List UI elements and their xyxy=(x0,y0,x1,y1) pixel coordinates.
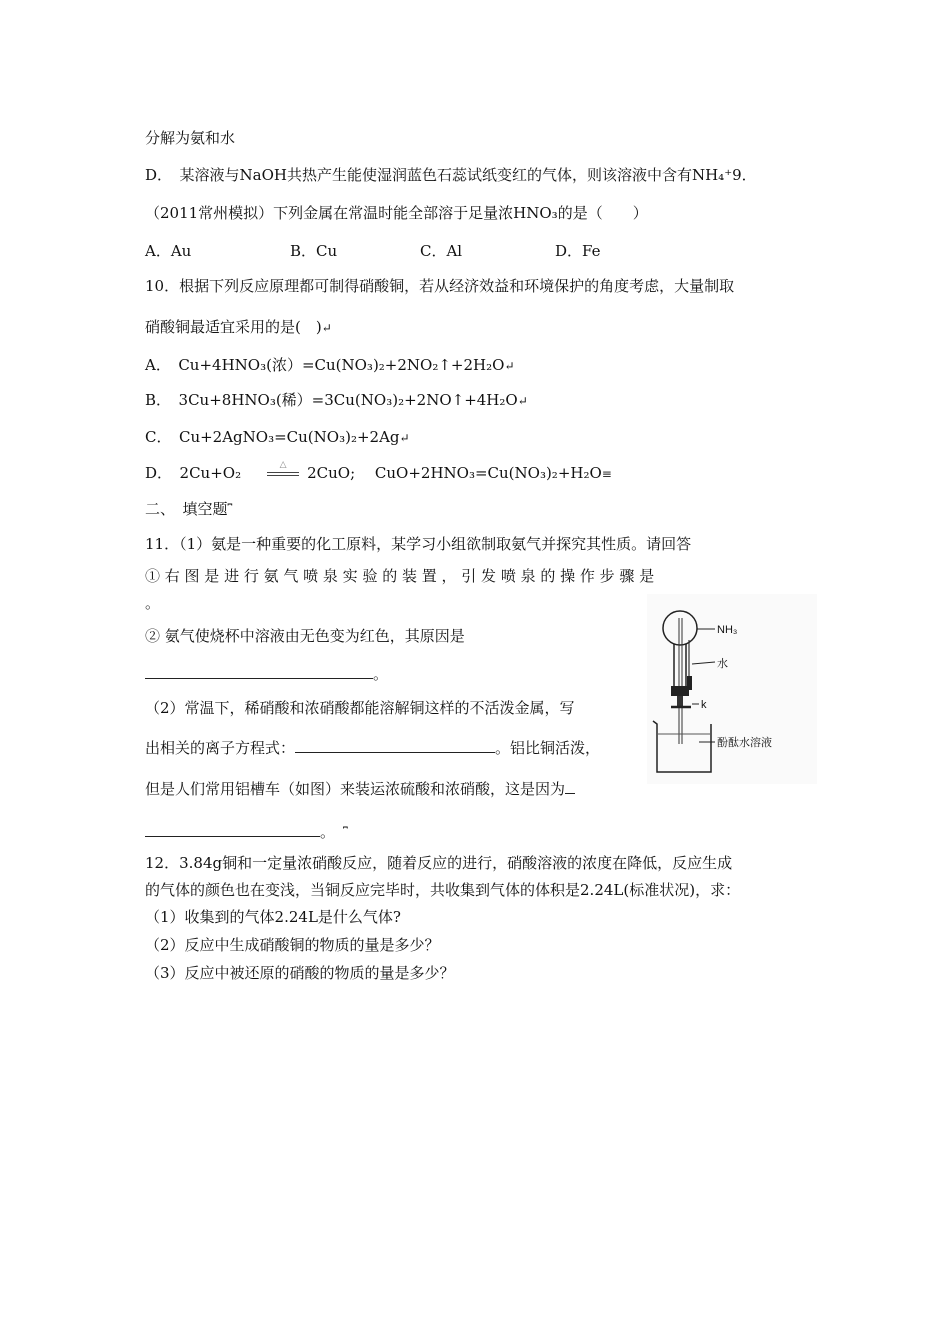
question-12-stem-2: 的气体的颜色也在变浅，当铜反应完毕时，共收集到气体的体积是2.24L(标准状况)，求： xyxy=(145,881,741,899)
answer-blank[interactable] xyxy=(295,738,495,753)
option-d-line: D． 某溶液与NaOH共热产生能使湿润蓝色石蕊试纸变红的气体，则该溶液中含有NH₄⁺9． xyxy=(145,166,757,184)
question-11-stem: 11．（1）氨是一种重要的化工原料，某学习小组欲制取氨气并探究其性质。请回答 xyxy=(145,535,692,553)
question-10-stem-1: 10．根据下列反应原理都可制得硝酸铜，若从经济效益和环境保护的角度考虑，大量制取 xyxy=(145,277,735,295)
flask-bulb xyxy=(663,611,697,645)
answer-line-2: 。 ⎴ xyxy=(145,822,348,843)
question-11-part-3: （2）常温下，稀硝酸和浓硝酸都能溶解铜这样的不活泼金属，写 xyxy=(145,699,575,717)
answer-line-1: 。 xyxy=(145,664,388,684)
option-a: A．Au xyxy=(145,242,192,260)
question-12-part-1: （1）收集到的气体2.24L是什么气体? xyxy=(145,908,401,926)
option-d-line-2: D． 2Cu+O₂ △ 2CuO; CuO+2HNO₃=Cu(NO₃)₂+H₂O≡ xyxy=(145,460,612,482)
para-mark-icon: ↵ xyxy=(399,431,410,445)
answer-blank[interactable] xyxy=(565,779,575,794)
option-c-line: C． Cu+2AgNO₃=Cu(NO₃)₂+2Ag↵ xyxy=(145,428,410,446)
answer-blank[interactable] xyxy=(145,822,320,837)
para-mark-icon: ≡ xyxy=(601,467,612,481)
question-9-options xyxy=(145,241,601,261)
flask-neck xyxy=(674,644,686,689)
section-break-icon: ⎴ xyxy=(343,826,348,840)
para-mark-icon: ↵ xyxy=(504,359,515,373)
question-11-part-1: ① 右 图 是 进 行 氨 气 喷 泉 实 验 的 装 置 ， 引 发 喷 泉 的 操 作 步 骤 是 xyxy=(145,567,655,585)
option-b: B．Cu xyxy=(290,242,338,260)
text-line: 分解为氨和水 xyxy=(145,129,236,147)
option-b-line: B． 3Cu+8HNO₃(稀）=3Cu(NO₃)₂+2NO↑+4H₂O↵ xyxy=(145,391,528,409)
answer-blank[interactable] xyxy=(145,664,373,679)
leader-water xyxy=(692,662,715,664)
label-nh3: NH₃ xyxy=(717,624,738,636)
question-12-stem-1: 12．3.84g铜和一定量浓硝酸反应，随着反应的进行，硝酸溶液的浓度在降低，反应生成 xyxy=(145,854,733,872)
para-mark-icon: ↵ xyxy=(517,394,528,408)
heat-condition: △ xyxy=(265,463,301,483)
label-k: k xyxy=(701,699,707,711)
question-11-part-5: 但是人们常用铝槽车（如图）来装运浓硫酸和浓硝酸，这是因为 xyxy=(145,779,575,799)
question-9-stem: （2011常州模拟）下列金属在常温时能全部溶于足量浓HNO₃的是（ ） xyxy=(145,204,648,222)
question-10-stem-2: 硝酸铜最适宜采用的是( )↵ xyxy=(145,318,332,336)
question-11-part-2: ② 氨气使烧杯中溶液由无色变为红色，其原因是 xyxy=(145,627,465,645)
question-12-part-3: （3）反应中被还原的硝酸的物质的量是多少？ xyxy=(145,964,455,982)
option-c: C．Al xyxy=(420,242,463,260)
para-mark-icon: ↵ xyxy=(321,321,332,335)
option-a-line: A． Cu+4HNO₃(浓）=Cu(NO₃)₂+2NO₂↑+2H₂O↵ xyxy=(145,356,515,374)
stopper xyxy=(671,686,689,696)
glass-tube xyxy=(679,618,682,744)
question-12-part-2: （2）反应中生成硝酸铜的物质的量是多少？ xyxy=(145,936,440,954)
label-water: 水 xyxy=(717,657,728,670)
option-d: D．Fe xyxy=(555,242,601,260)
label-solution: 酚酞水溶液 xyxy=(717,736,772,749)
fountain-apparatus-figure xyxy=(647,594,817,784)
fountain-apparatus-drawing xyxy=(647,594,817,784)
question-11-part-1-end: 。 xyxy=(145,594,161,612)
section-break-icon: ⎴ xyxy=(227,503,233,517)
section-heading: 二、 填空题⎴ xyxy=(145,500,233,518)
question-11-part-4: 出相关的离子方程式： 。铝比铜活泼， xyxy=(145,739,601,757)
